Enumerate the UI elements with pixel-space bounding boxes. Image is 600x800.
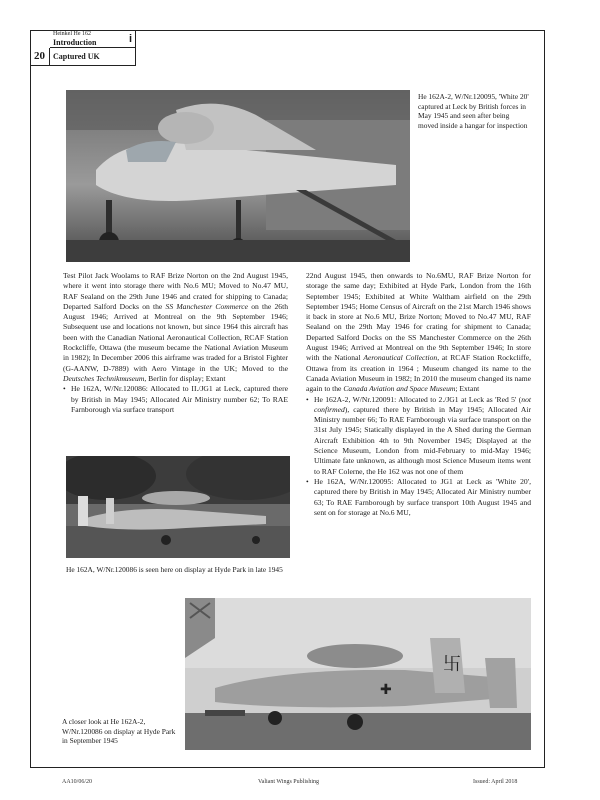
caption-bottom-photo: A closer look at He 162A-2, W/Nr.120086 on display at Hyde Park in September 1945: [62, 717, 176, 746]
text-run: ; Extant: [455, 384, 480, 394]
page-number: 20: [30, 48, 50, 66]
photo-hyde-park-closeup: [185, 598, 531, 750]
text-run: ), captured there by British in May 1945; Allocated Air Ministry number 66; To RAE Farnborough via surface transport on the 31st July 1945; Statically displayed in the A Shed during the German Aircraft Exhibition 4th to 9th November 1945; Displayed at the Science Museum, London from mid-February to mid-May 1946; Ultimate fate unknown, as although most Science Museum items went to RAF Colerne, the He 162 was not one of them: [314, 404, 531, 476]
svg-text:卐: 卐: [443, 654, 461, 675]
subsection-title: Captured UK: [50, 48, 136, 66]
info-icon: i: [128, 33, 132, 45]
header-title-cell: [50, 30, 136, 48]
footer-issue-date: Issued: April 2018: [473, 779, 518, 785]
footer-code: AA10/06/20: [62, 779, 92, 785]
text-run: Test Pilot Jack Woolams to RAF Brize Norton on the 2nd August 1945, where it went into storage there with No.6 MU; Moved to No.47 MU, RAF Sealand on the 29th June 1946 and crated for shipping to Canada; Departed Salford Docks on the: [63, 271, 288, 311]
text-run: , at RCAF Station Rockcliffe, Ottawa from its creation in 1964 ; Museum changed its name to the Canada Aviation Museum in 1982; In 2010 the museum changed its name again to the: [306, 353, 532, 394]
paragraph: [63, 271, 288, 384]
text-run: , Berlin for display; Extant: [144, 373, 226, 383]
paragraph: [306, 271, 531, 395]
page-header: [30, 30, 136, 66]
photo-hangar-jet: [66, 90, 410, 262]
museum-name: Deutsches Technikmuseum: [63, 373, 145, 383]
bullet-item: • He 162A, W/Nr.120086: Allocated to II./JG1 at Leck, captured there by British in May 1945; Allocated Air Ministry number 62; To RAE Farnborough via surface transport: [63, 384, 288, 415]
text-run: not confirmed: [314, 394, 531, 414]
book-title: Heinkel He 162: [53, 31, 91, 37]
svg-text:✚: ✚: [380, 682, 392, 698]
collection-name: Aeronautical Collection: [363, 353, 438, 363]
bullet-item: [306, 395, 531, 477]
caption-top-photo: He 162A-2, W/Nr.120095, 'White 20' captured at Leck by British forces in May 1945 and seen after being moved inside a hangar for inspection: [418, 92, 529, 130]
ship-name: SS Manchester Commerce: [165, 301, 248, 311]
text-run: He 162A-2, W/Nr.120091: Allocated to 2./JG1 at Leck as 'Red 5' (: [314, 394, 522, 404]
bullet-item: • He 162A, W/Nr.120095: Allocated to JG1 at Leck as 'White 20', captured there by British in May 1945; Allocated Air Ministry number 63; To RAE Farnborough by surface transport 10th August 1945 and sent on for storage at No.6 MU,: [306, 477, 531, 518]
footer-publisher: Valiant Wings Publishing: [258, 779, 319, 785]
text-run: on the 26th August 1946; Arrived at Montreal on the 9th September 1946; Subsequent use and locations not known, but since 1964 this aircraft has been with the Canadian National Aeronautical Collection, RCAF Station Rockcliffe, Ottawa (the museum became the National Aviation Museum in 1982); In December 2006 this airframe was traded for a Bristol Fighter (G-AANW, D-7889) with Aero Vintage in the UK; Moved to the: [63, 301, 288, 373]
right-text-column: [306, 271, 531, 518]
section-title: Introduction: [53, 38, 97, 47]
text-run: 22nd August 1945, then onwards to No.6MU, RAF Brize Norton for storage the same day; Exhibited at Hyde Park, London from the 16th September 1945; Exhibited at White Waltham airfield on the 29th September 1945; Home Census of Aircraft on the 21st March 1946 shows it back in store at No.6 MU, Brize Norton; Moved to No.47 MU, RAF Sealand on the 29th May 1946 for crating for shipment to Canada; Departed Salford Docks on the SS Manchester Commerce on the 26th August 1946; Arrived at Montreal on the 9th September 1946; In store with the National: [306, 271, 531, 363]
caption-middle-photo: He 162A, W/Nr.120086 is seen here on display at Hyde Park in late 1945: [66, 565, 283, 574]
photo-hyde-park-display: [66, 456, 290, 558]
left-text-column: [63, 271, 288, 415]
museum-name: Canada Aviation and Space Museum: [343, 384, 456, 394]
